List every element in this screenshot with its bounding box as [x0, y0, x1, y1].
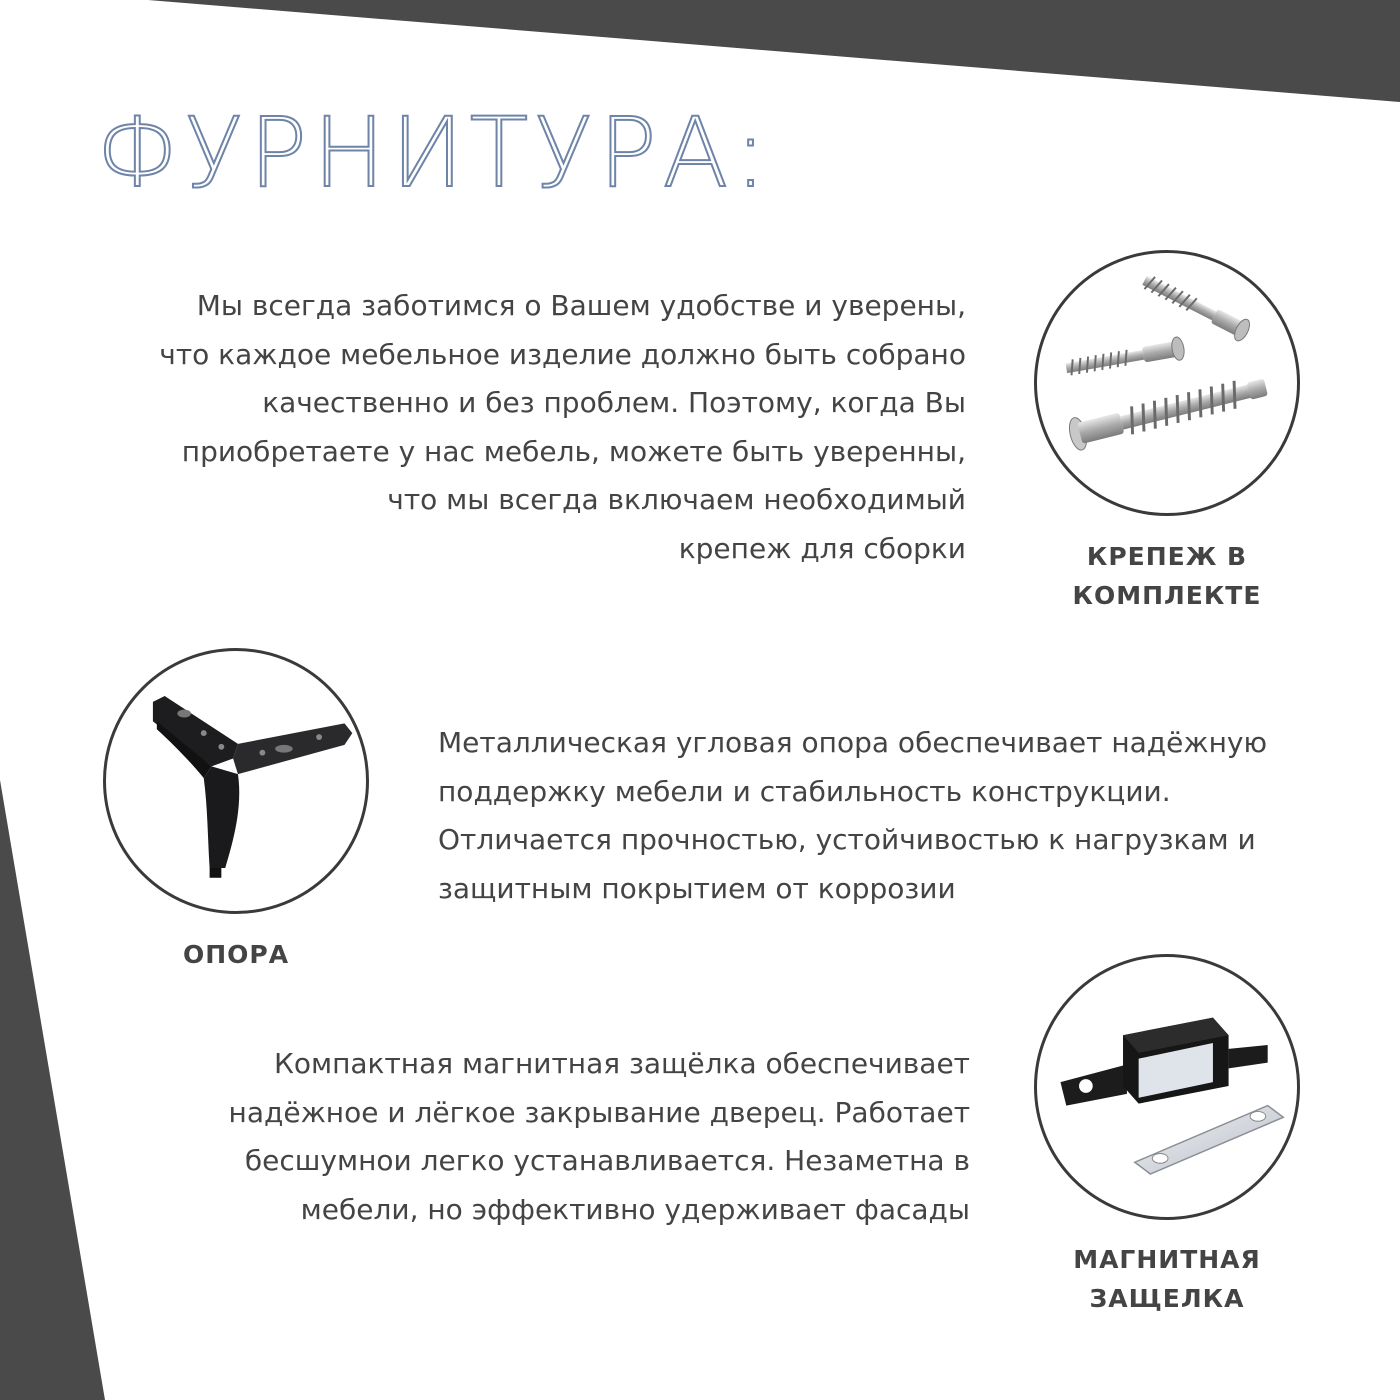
leg-caption: ОПОРА [182, 940, 290, 969]
fasteners-caption: КРЕПЕЖ В КОМПЛЕКТЕ [1072, 542, 1262, 610]
screws-image-circle [1034, 250, 1300, 516]
magnetic-latch-icon [1037, 957, 1297, 1217]
fasteners-description: Мы всегда заботимся о Вашем удобстве и уверены, что каждое мебельное изделие должно быть собрано качественно и без проблем. Поэтому, когда Вы приобретаете у нас мебель, можете быть уверенны, что мы всегда включаем необходимый крепеж для сборки [159, 289, 966, 565]
furniture-leg-icon [106, 651, 366, 911]
latch-description: Компактная магнитная защёлка обеспечивает надёжное и лёгкое закрывание дверец. Работает бесшумнои легко устанавливается. Незаметна в мебели, но эффективно удерживает фасады [228, 1047, 970, 1226]
latch-caption: МАГНИТНАЯ ЗАЩЕЛКА [1073, 1245, 1261, 1313]
leg-description: Металлическая угловая опора обеспечивает надёжную поддержку мебели и стабильность конструкции. Отличается прочностью, устойчивостью к нагрузкам и защитным покрытием от коррозии [438, 726, 1268, 905]
screws-icon [1037, 253, 1297, 513]
furniture-leg-image-circle [103, 648, 369, 914]
page-title: ФУРНИТУРА: [96, 97, 773, 209]
magnetic-latch-image-circle [1034, 954, 1300, 1220]
